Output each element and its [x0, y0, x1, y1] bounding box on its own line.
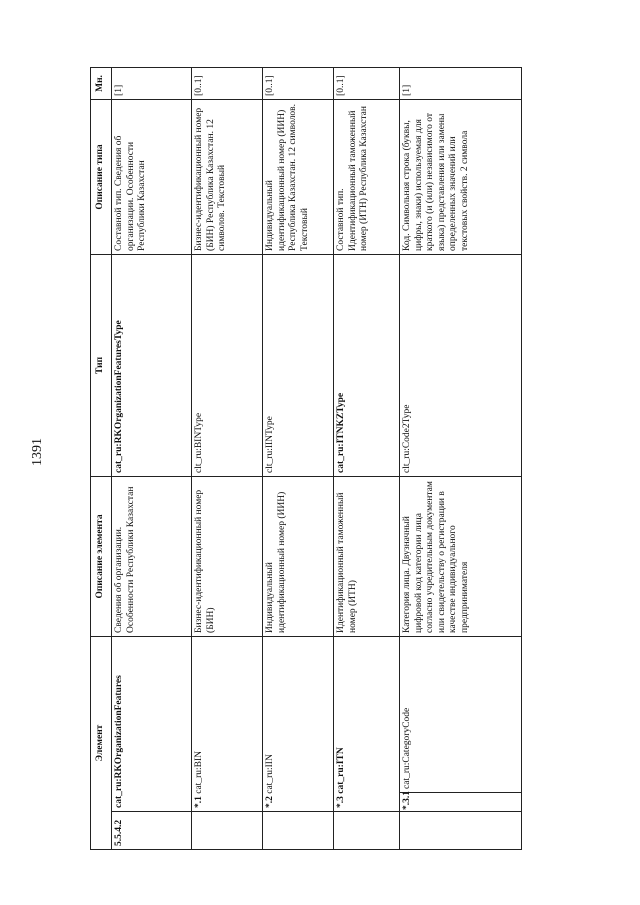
element-marker: *.3 — [336, 796, 346, 808]
spec-table — [90, 67, 522, 850]
type-name: clt_ru:IINType — [263, 254, 334, 476]
row-spacer — [334, 812, 400, 850]
type-description: Составной тип. Идентификационный таможенный номер (ИТН) Республика Казахстан — [334, 99, 400, 254]
header-multiplicity: Мн. — [91, 67, 112, 99]
element-description: Идентификационный таможенный номер (ИТН) — [334, 476, 400, 636]
type-name: cat_ru:ITNKZType — [334, 254, 400, 476]
element-marker: *.1 — [194, 796, 204, 808]
multiplicity: [0..1] — [263, 67, 334, 99]
header-element-description: Описание элемента — [91, 476, 112, 636]
table-header-row — [91, 67, 112, 849]
element-marker: *.2 — [265, 796, 275, 808]
element-description: Индивидуальный идентификационный номер (ИИН) — [263, 476, 334, 636]
row-spacer — [263, 812, 334, 850]
row-spacer — [400, 812, 522, 850]
element-description: Сведения об организации. Особенности Республики Казахстан — [112, 476, 192, 636]
element-name-text: cat_ru:IIN — [265, 754, 275, 794]
multiplicity: [0..1] — [334, 67, 400, 99]
multiplicity: [1] — [112, 67, 192, 99]
element-description: Бизнес-идентификационный номер (БИН) — [192, 476, 263, 636]
type-description: Индивидуальный идентификационный номер (ИИН) Республика Казахстан. 12 символов. Текстовый — [263, 99, 334, 254]
multiplicity: [1] — [400, 67, 522, 99]
type-name: clt_ru:Code2Type — [400, 254, 522, 476]
table-rotator — [90, 68, 521, 850]
element-name: cat_ru:RKOrganizationFeatures — [112, 636, 192, 811]
type-name: cat_ru:RKOrganizationFeaturesType — [112, 254, 192, 476]
element-name — [334, 636, 400, 811]
table-row — [192, 67, 263, 849]
header-type: Тип — [91, 254, 112, 476]
table-row — [263, 67, 334, 849]
page-number: 1391 — [30, 438, 45, 466]
type-description: Код. Символьная строка (буквы, цифры, знаки) используемая для краткого (и (или) независимого от языка) представления или замены определенных значений или текстовых свойств. 2 символа — [400, 99, 522, 254]
header-element: Элемент — [91, 636, 112, 849]
element-marker-cell — [400, 793, 522, 812]
type-description: Бизнес-идентификационный номер (БИН) Республика Казахстан. 12 символов. Текстовый — [192, 99, 263, 254]
element-marker: *.3.1 — [402, 791, 412, 810]
header-type-description: Описание типа — [91, 99, 112, 254]
type-name: clt_ru:BINType — [192, 254, 263, 476]
table-row — [334, 67, 400, 849]
element-name — [263, 636, 334, 811]
row-spacer — [192, 812, 263, 850]
table-row — [400, 67, 522, 849]
element-name: cat_ru:CategoryCode — [400, 636, 522, 792]
row-number: 5.5.4.2 — [112, 812, 192, 850]
element-name-text: cat_ru:ITN — [336, 747, 346, 794]
table-row — [112, 67, 192, 849]
element-name-text: cat_ru:BIN — [194, 751, 204, 794]
element-name — [192, 636, 263, 811]
multiplicity: [0..1] — [192, 67, 263, 99]
type-description: Составной тип. Сведения об организации. Особенности Республики Казахстан — [112, 99, 192, 254]
element-description: Категория лица. Двузначный цифровой код категории лица согласно учредительным документам или свидетельству о регистрации в качестве индивидуального предпринимателя — [400, 476, 522, 636]
